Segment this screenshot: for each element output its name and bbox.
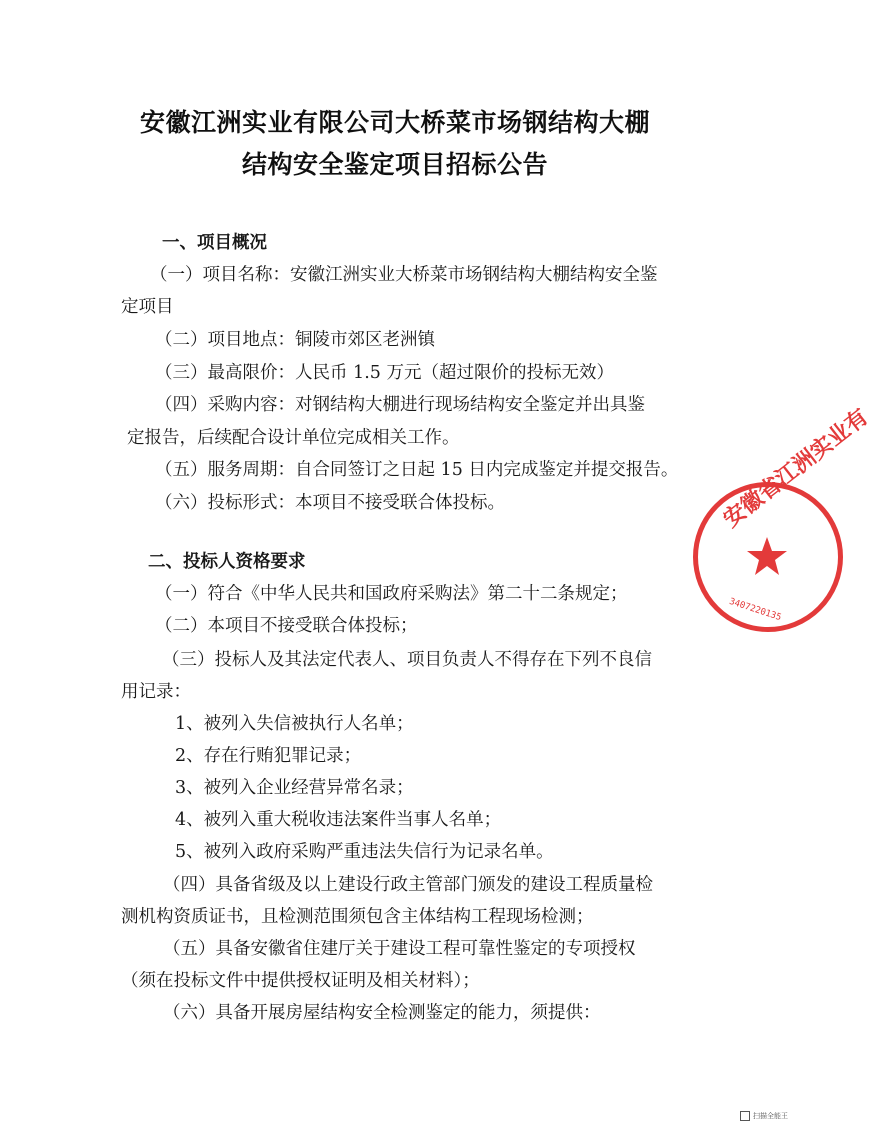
- credit-record-2: 2、存在行贿犯罪记录；: [175, 746, 362, 766]
- section-2-item-4: （四）具备省级及以上建设行政主管部门颁发的建设工程质量检: [163, 875, 653, 895]
- section-1-item-name: （一）项目名称：安徽江洲实业大桥菜市场钢结构大棚结构安全鉴: [150, 265, 658, 285]
- section-2-item-6: （六）具备开展房屋结构安全检测鉴定的能力，须提供：: [163, 1003, 601, 1023]
- credit-record-1: 1、被列入失信被执行人名单；: [175, 714, 414, 734]
- document-title-line-1: 安徽江洲实业有限公司大桥菜市场钢结构大棚: [139, 108, 650, 137]
- section-1-item-bid-form: （六）投标形式：本项目不接受联合体投标。: [155, 493, 505, 513]
- seal-number: 3407220135: [727, 596, 783, 624]
- watermark-text: 扫描全能王: [753, 1112, 788, 1120]
- section-2-item-2: （二）本项目不接受联合体投标；: [155, 616, 418, 636]
- section-2-item-5: （五）具备安徽省住建厅关于建设工程可靠性鉴定的专项授权: [163, 939, 636, 959]
- scanner-watermark: [740, 1108, 790, 1124]
- section-2-heading: 二、投标人资格要求: [148, 552, 306, 572]
- document-title-line-2: 结构安全鉴定项目招标公告: [241, 150, 548, 179]
- section-1-item-content-cont: 定报告，后续配合设计单位完成相关工作。: [127, 428, 460, 448]
- company-seal: [693, 404, 874, 632]
- section-2-item-5-cont: （须在投标文件中提供授权证明及相关材料）；: [121, 971, 480, 991]
- section-1-item-name-cont: 定项目: [121, 297, 174, 317]
- section-1-item-price-limit: （三）最高限价：人民币 1.5 万元（超过限价的投标无效）: [155, 363, 614, 383]
- section-2-item-3: （三）投标人及其法定代表人、项目负责人不得存在下列不良信: [162, 650, 652, 670]
- section-1-heading: 一、项目概况: [162, 233, 267, 253]
- section-1-item-period: （五）服务周期：自合同签订之日起 15 日内完成鉴定并提交报告。: [155, 460, 679, 480]
- section-2-item-3-cont: 用记录：: [121, 682, 191, 702]
- section-2-item-4-cont: 测机构资质证书，且检测范围须包含主体结构工程现场检测；: [121, 907, 594, 927]
- section-1-item-location: （二）项目地点：铜陵市郊区老洲镇: [155, 330, 435, 350]
- seal-star-icon: [746, 535, 788, 577]
- qr-icon: [740, 1111, 750, 1121]
- credit-record-4: 4、被列入重大税收违法案件当事人名单；: [175, 810, 502, 830]
- credit-record-3: 3、被列入企业经营异常名录；: [175, 778, 414, 798]
- section-2-item-1: （一）符合《中华人民共和国政府采购法》第二十二条规定；: [155, 584, 628, 604]
- section-1-item-content: （四）采购内容：对钢结构大棚进行现场结构安全鉴定并出具鉴: [155, 395, 645, 415]
- seal-text: 安徽省江洲实业有: [719, 404, 874, 533]
- credit-record-5: 5、被列入政府采购严重违法失信行为记录名单。: [175, 842, 554, 862]
